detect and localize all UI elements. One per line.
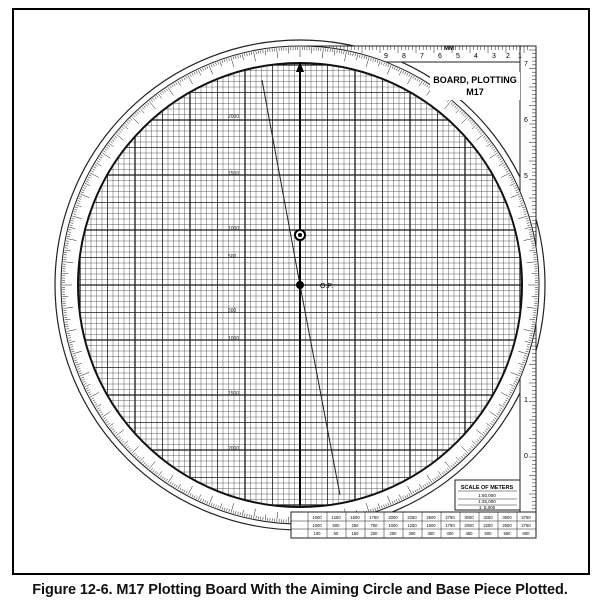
scale-cell: 3000 xyxy=(464,515,474,520)
ruler-top-number: 2 xyxy=(506,53,510,60)
ruler-top-number: 6 xyxy=(438,53,442,60)
scale-cell: 1500 xyxy=(426,523,436,528)
ruler-right-number: 7 xyxy=(524,61,528,68)
ruler-right-number: 6 xyxy=(524,117,528,124)
scale-cell: 2250 xyxy=(483,523,493,528)
scale-row: 1: 5,000 xyxy=(478,505,496,510)
scale-cell: 1500 xyxy=(350,515,360,520)
figure-caption: Figure 12-6. M17 Plotting Board With the Aiming Circle and Base Piece Plotted. xyxy=(32,582,568,598)
scale-cell: 1250 xyxy=(331,515,341,520)
ruler-top-number: 7 xyxy=(420,53,424,60)
scale-cell: 250 xyxy=(351,523,359,528)
scale-cell: 250 xyxy=(389,531,397,536)
ruler-top-number: 3 xyxy=(492,53,496,60)
scale-row: 1:50,000 xyxy=(478,493,496,498)
scale-row: 1:25,000 xyxy=(478,499,496,504)
board-title-line2: M17 xyxy=(466,87,484,97)
ruler-right-number: 1 xyxy=(524,397,528,404)
scale-cell: 2750 xyxy=(521,523,531,528)
board-title-line1: BOARD, PLOTTING xyxy=(433,75,517,85)
scale-cell: 150 xyxy=(351,531,359,536)
scale-cell: 600 xyxy=(522,531,530,536)
mm-label: MM xyxy=(444,46,454,52)
scale-cell: 1000 xyxy=(312,515,322,520)
scale-cell: 500 xyxy=(484,531,492,536)
grid-meter-label: 1000 xyxy=(228,226,240,232)
scale-cell: 400 xyxy=(446,531,454,536)
scale-cell: 2500 xyxy=(502,523,512,528)
grid-meter-label: 500 xyxy=(228,254,237,260)
ruler-top-number: 9 xyxy=(384,53,388,60)
scale-cell: 3250 xyxy=(483,515,493,520)
scale-cell: 3500 xyxy=(502,515,512,520)
grid-meter-label: 2000 xyxy=(228,446,240,452)
grid-meter-label: 2000 xyxy=(228,114,240,120)
scale-cell: 450 xyxy=(465,531,473,536)
scale-cell: 2000 xyxy=(388,515,398,520)
scale-cell: 1000 xyxy=(388,523,398,528)
scale-cell: 2500 xyxy=(426,515,436,520)
scale-cell: 1250 xyxy=(407,523,417,528)
grid-meter-label: 1500 xyxy=(228,171,240,177)
ruler-top-number: 4 xyxy=(474,53,478,60)
scale-cell: 750 xyxy=(370,523,378,528)
grid-meter-label: 500 xyxy=(228,308,237,314)
grid-meter-label: 1500 xyxy=(228,391,240,397)
ruler-right-number: 5 xyxy=(524,173,528,180)
ruler-right-number: 0 xyxy=(524,453,528,460)
scale-cell: 2250 xyxy=(407,515,417,520)
scale-box-title: SCALE OF METERS xyxy=(460,485,514,491)
ruler-top-number: 1 xyxy=(518,53,522,60)
scale-cell: 350 xyxy=(427,531,435,536)
scale-cell: 3750 xyxy=(521,515,531,520)
op-label: O.P. xyxy=(320,283,334,290)
grid-meter-label: 1000 xyxy=(228,336,240,342)
scale-cell: 1750 xyxy=(369,515,379,520)
ruler-top-number: 5 xyxy=(456,53,460,60)
scale-cell: 1000 xyxy=(312,523,322,528)
scale-cell: 550 xyxy=(503,531,511,536)
ruler-top-number: 8 xyxy=(402,53,406,60)
scale-cell: 300 xyxy=(408,531,416,536)
scale-cell: 100 xyxy=(313,531,321,536)
scale-cell: 200 xyxy=(370,531,378,536)
scale-cell: 2000 xyxy=(464,523,474,528)
scale-cell: 50 xyxy=(333,531,339,536)
scale-cell: 1750 xyxy=(445,523,455,528)
observation-point-marker xyxy=(296,281,304,289)
aiming-circle-dot xyxy=(298,233,302,237)
scale-cell: 500 xyxy=(332,523,340,528)
scale-cell: 2750 xyxy=(445,515,455,520)
